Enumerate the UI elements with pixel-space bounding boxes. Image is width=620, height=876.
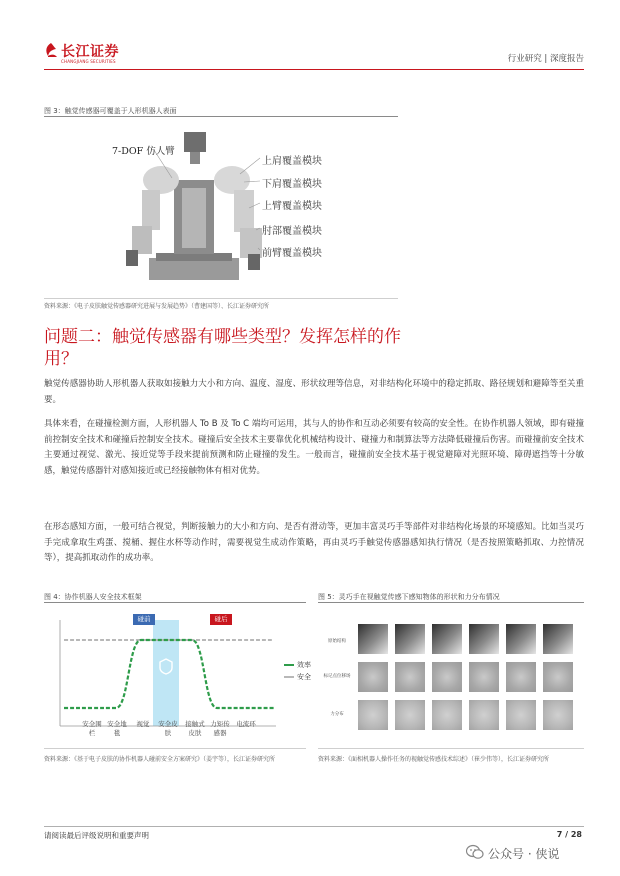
displacement-image-4 <box>469 662 499 692</box>
figure3-top-rule <box>44 116 398 117</box>
paragraph-2: 具体来看，在碰撞检测方面，人形机器人 To B 及 To C 端均可运用，其与人的协作和互动必须要有较高的安全性。在协作机器人领域，即有碰撞前控制安全技术和碰撞后控制安全技术。碰撞后安全技术主要靠优化机械结构设计、碰撞力和制算法等方法降低碰撞后伤害。而碰撞前安全技术主要通过视觉、激光、接近觉等手段来提前预测和防止碰撞的发生。一般而言，碰撞前安全技术基于视觉避障对光照环境、障碍遮挡等十分敏感，触觉传感器针对感知接近或已经接触物体有相对优势。 <box>44 419 584 476</box>
figure3-image <box>44 118 398 296</box>
x-label-contact-skin: 接触式皮肤 <box>185 720 205 737</box>
displacement-image-6 <box>543 662 573 692</box>
module-label-elbow: 肘部覆盖模块 <box>262 226 322 237</box>
module-label-upper-shoulder: 上肩覆盖模块 <box>262 156 322 167</box>
section-heading: 问题二：触觉传感器有哪些类型？发挥怎样的作用？ <box>44 327 401 369</box>
brand-mark-icon <box>44 42 58 58</box>
figure4-title: 图 4：协作机器人安全技术框架 <box>44 593 142 601</box>
figure4-top-rule <box>44 602 306 603</box>
displacement-image-1 <box>358 662 388 692</box>
wechat-icon <box>466 844 484 860</box>
arm-label: 7-DOF 仿人臂 <box>112 146 175 157</box>
row-label-raw: 原始结构 <box>328 639 346 644</box>
page-number: 7 / 28 <box>556 830 582 839</box>
safety-skin-highlight <box>153 620 179 726</box>
force-image-5 <box>506 700 536 730</box>
x-label-vision: 视觉 <box>136 720 150 728</box>
legend-efficiency <box>284 660 311 670</box>
module-label-lower-shoulder: 下肩覆盖模块 <box>262 179 322 190</box>
displacement-image-5 <box>506 662 536 692</box>
wechat-watermark <box>466 842 606 864</box>
raw-image-4 <box>469 624 499 654</box>
force-image-1 <box>358 700 388 730</box>
legend-safety <box>284 672 311 682</box>
x-label-current-loop: 电流环 <box>236 720 256 728</box>
figure5-image-grid <box>318 614 584 740</box>
figure3-title: 图 3：触觉传感器可覆盖于人形机器人表面 <box>44 107 177 115</box>
brand-subtitle: CHANGJIANG SECURITIES <box>61 59 116 64</box>
x-label-safety-skin: 安全皮肤 <box>158 720 178 737</box>
figure4-source: 资料来源：《基于电子皮肤的协作机器人碰前安全方案研究》（姜宇等），长江证券研究所 <box>44 756 276 763</box>
document-type: 行业研究 | 深度报告 <box>507 54 584 64</box>
paragraph-1: 触觉传感器协助人形机器人获取如接触力大小和方向、温度、湿度、形状纹理等信息，对非结构化环境中的稳定抓取、路径规划和避障等至关重要。 <box>44 379 584 405</box>
figure4-bottom-rule <box>44 748 306 749</box>
module-label-forearm: 前臂覆盖模块 <box>262 248 322 259</box>
wechat-text: 公众号 · 侠说 <box>488 847 560 861</box>
zone-label-post: 碰后 <box>210 614 232 625</box>
raw-image-5 <box>506 624 536 654</box>
force-image-2 <box>395 700 425 730</box>
x-label-fence: 安全围栏 <box>82 720 102 737</box>
force-image-4 <box>469 700 499 730</box>
robot-illustration <box>44 118 398 296</box>
x-label-mat: 安全地毯 <box>107 720 127 737</box>
row-label-force: 力分布 <box>330 712 344 717</box>
brand-name: 长江证券 <box>61 44 119 60</box>
legend-efficiency-label: 效率 <box>297 661 311 669</box>
displacement-image-3 <box>432 662 462 692</box>
legend-safety-swatch <box>284 676 294 678</box>
row-label-displacement: 标记点位移场 <box>323 674 351 679</box>
figure5-title: 图 5：灵巧手在视触觉传感下感知物体的形状和力分布情况 <box>318 593 500 601</box>
zone-label-pre: 碰前 <box>133 614 155 625</box>
figure3-source: 资料来源：《电子皮肤触觉传感器研究进展与发展趋势》（曹建国等）、长江证券研究所 <box>44 303 270 310</box>
figure5-bottom-rule <box>318 748 584 749</box>
figure3-bottom-rule <box>44 298 398 299</box>
raw-image-1 <box>358 624 388 654</box>
raw-image-6 <box>543 624 573 654</box>
header-divider <box>44 69 584 70</box>
x-label-torque-sensor: 力矩传感器 <box>210 720 230 737</box>
paragraph-3: 在形态感知方面，一般可结合视觉，判断接触力的大小和方向、是否有滑动等，更加丰富灵巧手等部件对非结构化场景的环境感知。比如当灵巧手完成拿取生鸡蛋、搅桶、握住水杯等动作时，需要视觉生成动作策略，再由灵巧手触觉传感器感知执行情况（是否按照策略抓取、力控情况等），提高抓取动作的成功率。 <box>44 522 584 564</box>
raw-image-2 <box>395 624 425 654</box>
legend-efficiency-swatch <box>284 664 294 666</box>
footer-disclaimer: 请阅读最后评级说明和重要声明 <box>44 831 149 840</box>
footer-divider <box>44 826 584 827</box>
brand-logo <box>44 40 134 68</box>
page-header <box>44 40 584 70</box>
legend-safety-label: 安全 <box>297 673 311 681</box>
figure5-top-rule <box>318 602 584 603</box>
figure5-source: 资料来源：《面相机器人操作任务的视触觉传感技术综述》（崔少伟等），长江证券研究所 <box>318 756 550 763</box>
module-label-upper-arm: 上臂覆盖模块 <box>262 201 322 212</box>
force-image-3 <box>432 700 462 730</box>
force-image-6 <box>543 700 573 730</box>
raw-image-3 <box>432 624 462 654</box>
displacement-image-2 <box>395 662 425 692</box>
